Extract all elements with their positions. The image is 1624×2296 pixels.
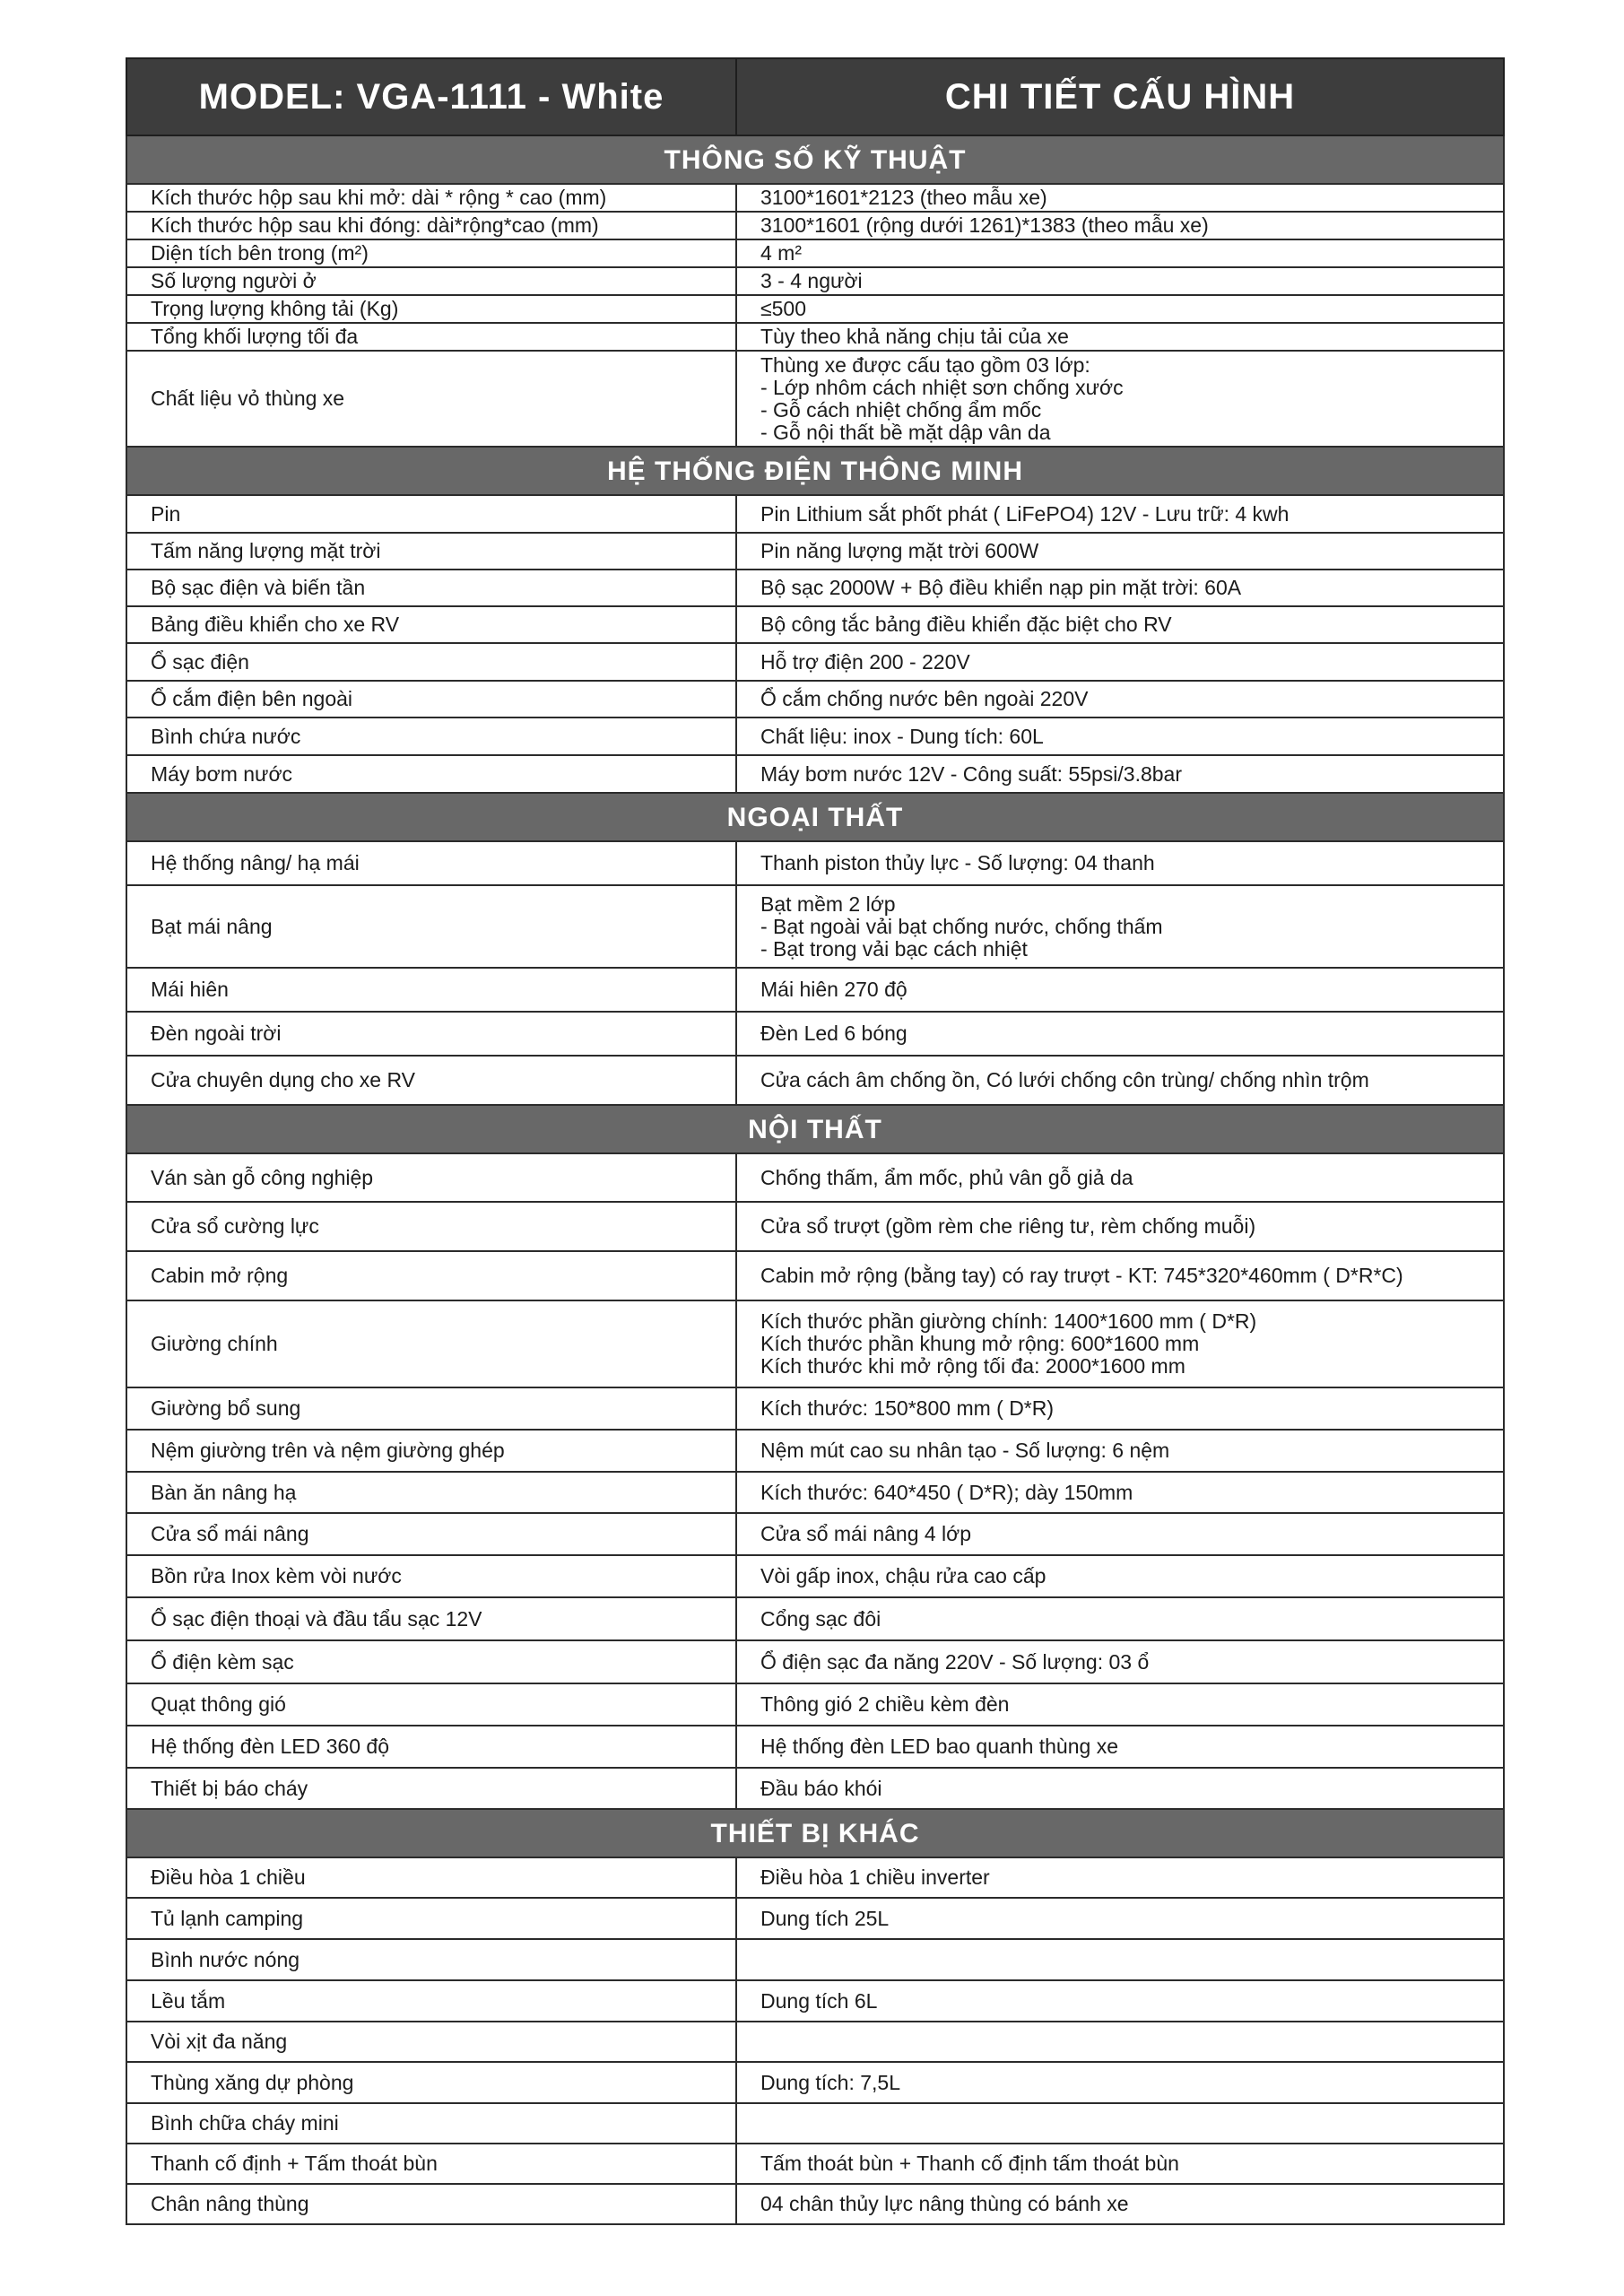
spec-value [736, 2022, 1504, 2062]
spec-value: Cửa cách âm chống ồn, Có lưới chống côn trùng/ chống nhìn trộm [736, 1056, 1504, 1105]
spec-label: Bình nước nóng [126, 1939, 736, 1980]
spec-label: Trọng lượng không tải (Kg) [126, 295, 736, 323]
table-row [126, 212, 1504, 239]
spec-label: Bình chứa nước [126, 718, 736, 755]
spec-value: Cabin mở rộng (bằng tay) có ray trượt - KT: 745*320*460mm ( D*R*C) [736, 1251, 1504, 1300]
spec-value: 3100*1601 (rộng dưới 1261)*1383 (theo mẫu xe) [736, 212, 1504, 239]
spec-value: Chất liệu: inox - Dung tích: 60L [736, 718, 1504, 755]
spec-label: Cửa chuyên dụng cho xe RV [126, 1056, 736, 1105]
spec-table [126, 57, 1505, 2225]
spec-label: Ổ cắm điện bên ngoài [126, 681, 736, 718]
spec-value: 04 chân thủy lực nâng thùng có bánh xe [736, 2184, 1504, 2224]
table-row [126, 1939, 1504, 1980]
table-row [126, 968, 1504, 1012]
section-header-row [126, 1105, 1504, 1153]
spec-label: Bàn ăn nâng hạ [126, 1472, 736, 1513]
table-row [126, 351, 1504, 447]
spec-label: Cửa sổ mái nâng [126, 1513, 736, 1555]
spec-sheet [126, 57, 1503, 2225]
spec-value: Dung tích 6L [736, 1980, 1504, 2022]
section-header-row [126, 135, 1504, 184]
table-row [126, 533, 1504, 570]
spec-label: Kích thước hộp sau khi mở: dài * rộng * cao (mm) [126, 184, 736, 212]
table-row [126, 1726, 1504, 1768]
table-row [126, 323, 1504, 351]
spec-value: ≤500 [736, 295, 1504, 323]
table-row [126, 1857, 1504, 1898]
table-row [126, 239, 1504, 267]
spec-value: Kích thước phần giường chính: 1400*1600 mm ( D*R) Kích thước phần khung mở rộng: 600*1600 mm Kích thước khi mở rộng tối đa: 2000*1600 mm [736, 1300, 1504, 1387]
section-title: THÔNG SỐ KỸ THUẬT [126, 135, 1504, 184]
table-row [126, 1153, 1504, 1202]
spec-label: Vòi xịt đa năng [126, 2022, 736, 2062]
spec-label: Chân nâng thùng [126, 2184, 736, 2224]
spec-label: Bạt mái nâng [126, 885, 736, 968]
spec-value: Máy bơm nước 12V - Công suất: 55psi/3.8bar [736, 755, 1504, 793]
table-row [126, 1251, 1504, 1300]
section-header-row [126, 1809, 1504, 1857]
spec-label: Ổ sạc điện [126, 643, 736, 681]
table-row [126, 1202, 1504, 1251]
table-row [126, 1472, 1504, 1513]
table-row [126, 2103, 1504, 2144]
spec-label: Điều hòa 1 chiều [126, 1857, 736, 1898]
spec-label: Hệ thống đèn LED 360 độ [126, 1726, 736, 1768]
spec-value [736, 1939, 1504, 1980]
table-row [126, 1980, 1504, 2022]
section-header-row [126, 793, 1504, 841]
spec-label: Lều tắm [126, 1980, 736, 2022]
table-row [126, 1430, 1504, 1472]
table-row [126, 2184, 1504, 2224]
table-row [126, 295, 1504, 323]
spec-value: Bạt mềm 2 lớp - Bạt ngoài vải bạt chống nước, chống thấm - Bạt trong vải bạc cách nhiệt [736, 885, 1504, 968]
spec-value: Kích thước: 150*800 mm ( D*R) [736, 1387, 1504, 1430]
spec-value: Tùy theo khả năng chịu tải của xe [736, 323, 1504, 351]
spec-label: Hệ thống nâng/ hạ mái [126, 841, 736, 885]
table-row [126, 885, 1504, 968]
table-row [126, 841, 1504, 885]
spec-label: Máy bơm nước [126, 755, 736, 793]
table-row [126, 1898, 1504, 1939]
table-row [126, 2144, 1504, 2184]
table-row [126, 570, 1504, 606]
table-row [126, 1768, 1504, 1809]
spec-value [736, 2103, 1504, 2144]
model-title: MODEL: VGA-1111 - White [126, 58, 736, 135]
spec-label: Thiết bị báo cháy [126, 1768, 736, 1809]
table-row [126, 184, 1504, 212]
spec-value: Dung tích: 7,5L [736, 2062, 1504, 2103]
spec-label: Bộ sạc điện và biến tần [126, 570, 736, 606]
spec-label: Tủ lạnh camping [126, 1898, 736, 1939]
spec-value: Cổng sạc đôi [736, 1597, 1504, 1640]
spec-value: Pin năng lượng mặt trời 600W [736, 533, 1504, 570]
spec-value: Kích thước: 640*450 ( D*R); dày 150mm [736, 1472, 1504, 1513]
spec-label: Ổ điện kèm sạc [126, 1640, 736, 1683]
table-row [126, 1012, 1504, 1056]
spec-value: Bộ sạc 2000W + Bộ điều khiển nạp pin mặt trời: 60A [736, 570, 1504, 606]
table-row [126, 1056, 1504, 1105]
spec-label: Ván sàn gỗ công nghiệp [126, 1153, 736, 1202]
table-row [126, 1683, 1504, 1726]
spec-label: Tổng khối lượng tối đa [126, 323, 736, 351]
spec-value: Vòi gấp inox, chậu rửa cao cấp [736, 1555, 1504, 1597]
table-row [126, 267, 1504, 295]
spec-value: Thùng xe được cấu tạo gồm 03 lớp: - Lớp nhôm cách nhiệt sơn chống xước - Gỗ cách nhiệt chống ẩm mốc - Gỗ nội thất bề mặt dập vân da [736, 351, 1504, 447]
spec-value: Hỗ trợ điện 200 - 220V [736, 643, 1504, 681]
table-row [126, 681, 1504, 718]
spec-value: Bộ công tắc bảng điều khiển đặc biệt cho RV [736, 606, 1504, 643]
spec-label: Bình chữa cháy mini [126, 2103, 736, 2144]
spec-label: Cửa sổ cường lực [126, 1202, 736, 1251]
table-row [126, 1387, 1504, 1430]
spec-value: Nệm mút cao su nhân tạo - Số lượng: 6 nệm [736, 1430, 1504, 1472]
spec-value: Cửa sổ trượt (gồm rèm che riêng tư, rèm chống muỗi) [736, 1202, 1504, 1251]
spec-label: Quạt thông gió [126, 1683, 736, 1726]
spec-label: Bồn rửa Inox kèm vòi nước [126, 1555, 736, 1597]
spec-label: Nệm giường trên và nệm giường ghép [126, 1430, 736, 1472]
config-detail-title: CHI TIẾT CẤU HÌNH [736, 58, 1504, 135]
table-row [126, 1300, 1504, 1387]
spec-label: Mái hiên [126, 968, 736, 1012]
section-title: NỘI THẤT [126, 1105, 1504, 1153]
table-row [126, 1640, 1504, 1683]
section-header-row [126, 447, 1504, 495]
table-row [126, 1513, 1504, 1555]
spec-value: Hệ thống đèn LED bao quanh thùng xe [736, 1726, 1504, 1768]
spec-value: Thanh piston thủy lực - Số lượng: 04 thanh [736, 841, 1504, 885]
spec-value: Ổ cắm chống nước bên ngoài 220V [736, 681, 1504, 718]
table-header-row [126, 58, 1504, 135]
spec-label: Ổ sạc điện thoại và đầu tẩu sạc 12V [126, 1597, 736, 1640]
spec-label: Số lượng người ở [126, 267, 736, 295]
table-row [126, 755, 1504, 793]
table-row [126, 643, 1504, 681]
spec-label: Bảng điều khiển cho xe RV [126, 606, 736, 643]
spec-label: Thùng xăng dự phòng [126, 2062, 736, 2103]
section-title: THIẾT BỊ KHÁC [126, 1809, 1504, 1857]
spec-label: Chất liệu vỏ thùng xe [126, 351, 736, 447]
spec-value: Đầu báo khói [736, 1768, 1504, 1809]
spec-label: Giường bổ sung [126, 1387, 736, 1430]
spec-label: Đèn ngoài trời [126, 1012, 736, 1056]
spec-value: Thông gió 2 chiều kèm đèn [736, 1683, 1504, 1726]
spec-label: Cabin mở rộng [126, 1251, 736, 1300]
spec-value: Chống thấm, ẩm mốc, phủ vân gỗ giả da [736, 1153, 1504, 1202]
spec-label: Kích thước hộp sau khi đóng: dài*rộng*cao (mm) [126, 212, 736, 239]
table-row [126, 2022, 1504, 2062]
spec-value: Ổ điện sạc đa năng 220V - Số lượng: 03 ổ [736, 1640, 1504, 1683]
spec-label: Pin [126, 495, 736, 533]
table-row [126, 606, 1504, 643]
spec-value: Mái hiên 270 độ [736, 968, 1504, 1012]
section-title: HỆ THỐNG ĐIỆN THÔNG MINH [126, 447, 1504, 495]
spec-value: Đèn Led 6 bóng [736, 1012, 1504, 1056]
table-row [126, 1555, 1504, 1597]
spec-value: 4 m² [736, 239, 1504, 267]
spec-label: Thanh cố định + Tấm thoát bùn [126, 2144, 736, 2184]
spec-value: 3100*1601*2123 (theo mẫu xe) [736, 184, 1504, 212]
table-row [126, 2062, 1504, 2103]
spec-value: Pin Lithium sắt phốt phát ( LiFePO4) 12V - Lưu trữ: 4 kwh [736, 495, 1504, 533]
table-row [126, 495, 1504, 533]
spec-value: Điều hòa 1 chiều inverter [736, 1857, 1504, 1898]
spec-value: Cửa sổ mái nâng 4 lớp [736, 1513, 1504, 1555]
table-row [126, 718, 1504, 755]
spec-label: Giường chính [126, 1300, 736, 1387]
spec-value: Dung tích 25L [736, 1898, 1504, 1939]
spec-value: 3 - 4 người [736, 267, 1504, 295]
spec-value: Tấm thoát bùn + Thanh cố định tấm thoát bùn [736, 2144, 1504, 2184]
section-title: NGOẠI THẤT [126, 793, 1504, 841]
spec-label: Tấm năng lượng mặt trời [126, 533, 736, 570]
table-row [126, 1597, 1504, 1640]
spec-label: Diện tích bên trong (m²) [126, 239, 736, 267]
